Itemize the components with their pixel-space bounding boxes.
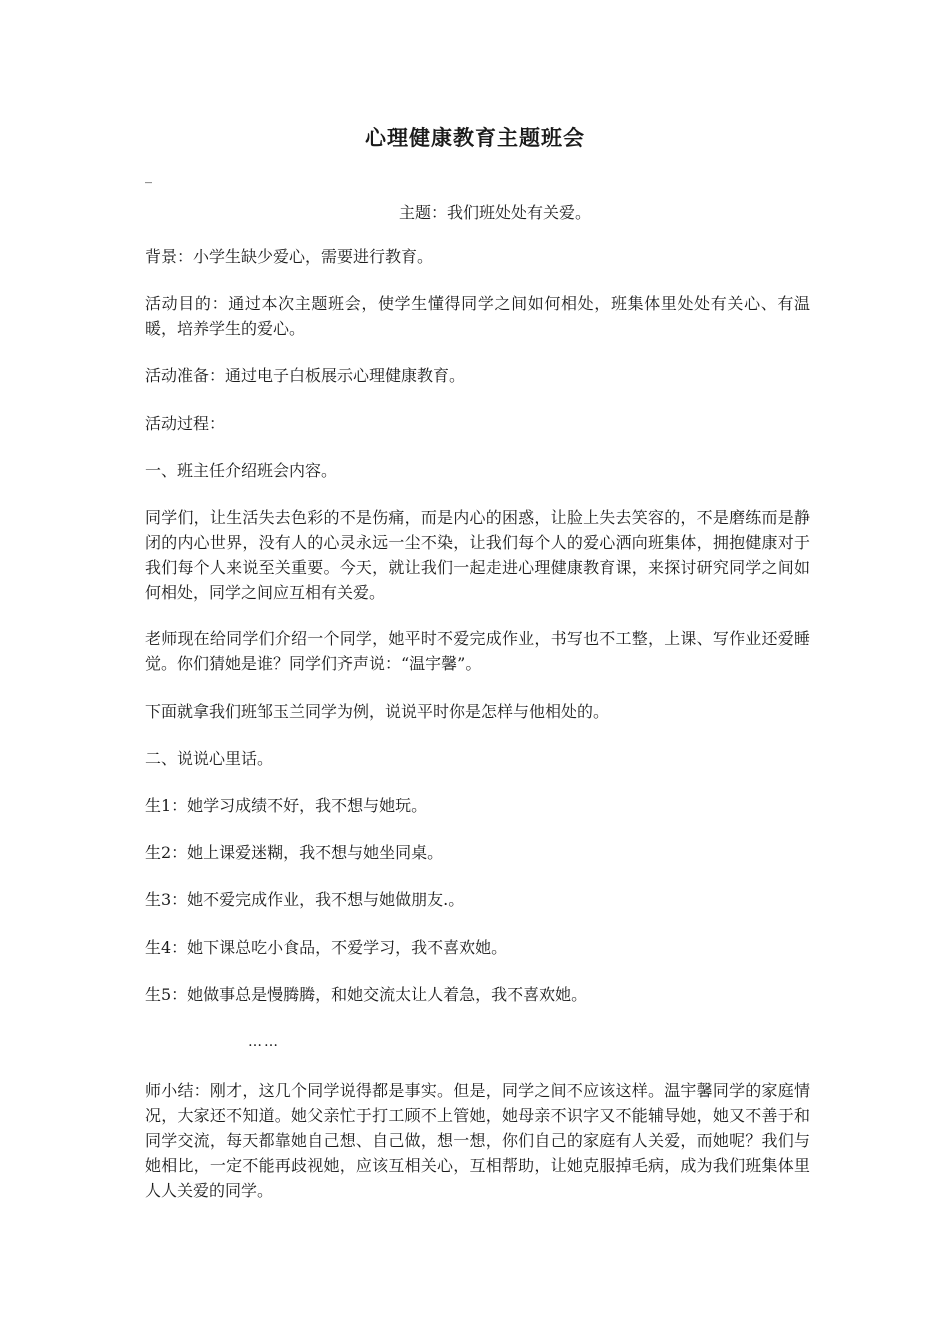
section1-paragraph-1: 同学们，让生活失去色彩的不是伤痛，而是内心的困惑，让脸上失去笑容的，不是磨练而是静闭的内心世界，没有人的心灵永远一尘不染，让我们每个人的爱心洒向班集体，拥抱健康对于我们每个人来说至关重要。今天，就让我们一起走进心理健康教育课，来探讨研究同学之间如何相处，同学之间应互相有关爱。: [145, 508, 810, 602]
section1-paragraph-2: 老师现在给同学们介绍一个同学，她平时不爱完成作业，书写也不工整，上课、写作业还爱睡觉。你们猜她是谁？同学们齐声说：“温宇馨”。: [145, 629, 810, 673]
student-line-4: 生4：她下课总吃小食品，不爱学习，我不喜欢她。: [145, 938, 508, 957]
student-line-1: 生1：她学习成绩不好，我不想与她玩。: [145, 796, 428, 815]
purpose-paragraph: 活动目的：通过本次主题班会，使学生懂得同学之间如何相处，班集体里处处有关心、有温暖，培养学生的爱心。: [145, 294, 810, 338]
student-line-3: 生3：她不爱完成作业，我不想与她做朋友.。: [145, 890, 465, 909]
section2-heading: 二、说说心里话。: [145, 749, 274, 768]
document-title: 心理健康教育主题班会: [365, 126, 585, 150]
background-paragraph: 背景：小学生缺少爱心，需要进行教育。: [145, 247, 434, 266]
student-line-5: 生5：她做事总是慢腾腾，和她交流太让人着急，我不喜欢她。: [145, 985, 588, 1004]
process-heading: 活动过程：: [145, 414, 226, 433]
teacher-summary-paragraph: 师小结：刚才，这几个同学说得都是事实。但是，同学之间不应该这样。温宇馨同学的家庭情况，大家还不知道。她父亲忙于打工顾不上管她，她母亲不识字又不能辅导她，她又不善于和同学交流，每天都靠她自己想、自己做，想一想，你们自己的家庭有人关爱，而她呢？我们与她相比，一定不能再歧视她，应该互相关心，互相帮助，让她克服掉毛病，成为我们班集体里人人关爱的同学。: [145, 1081, 810, 1200]
theme-line: 主题：我们班处处有关爱。: [398, 203, 591, 222]
ellipsis: ……: [248, 1034, 280, 1050]
section1-heading: 一、班主任介绍班会内容。: [145, 461, 338, 480]
section1-paragraph-3: 下面就拿我们班邹玉兰同学为例，说说平时你是怎样与他相处的。: [145, 702, 610, 721]
preparation-paragraph: 活动准备：通过电子白板展示心理健康教育。: [145, 366, 466, 385]
dash-mark: _: [145, 168, 152, 184]
student-line-2: 生2：她上课爱迷糊，我不想与她坐同桌。: [145, 843, 444, 862]
